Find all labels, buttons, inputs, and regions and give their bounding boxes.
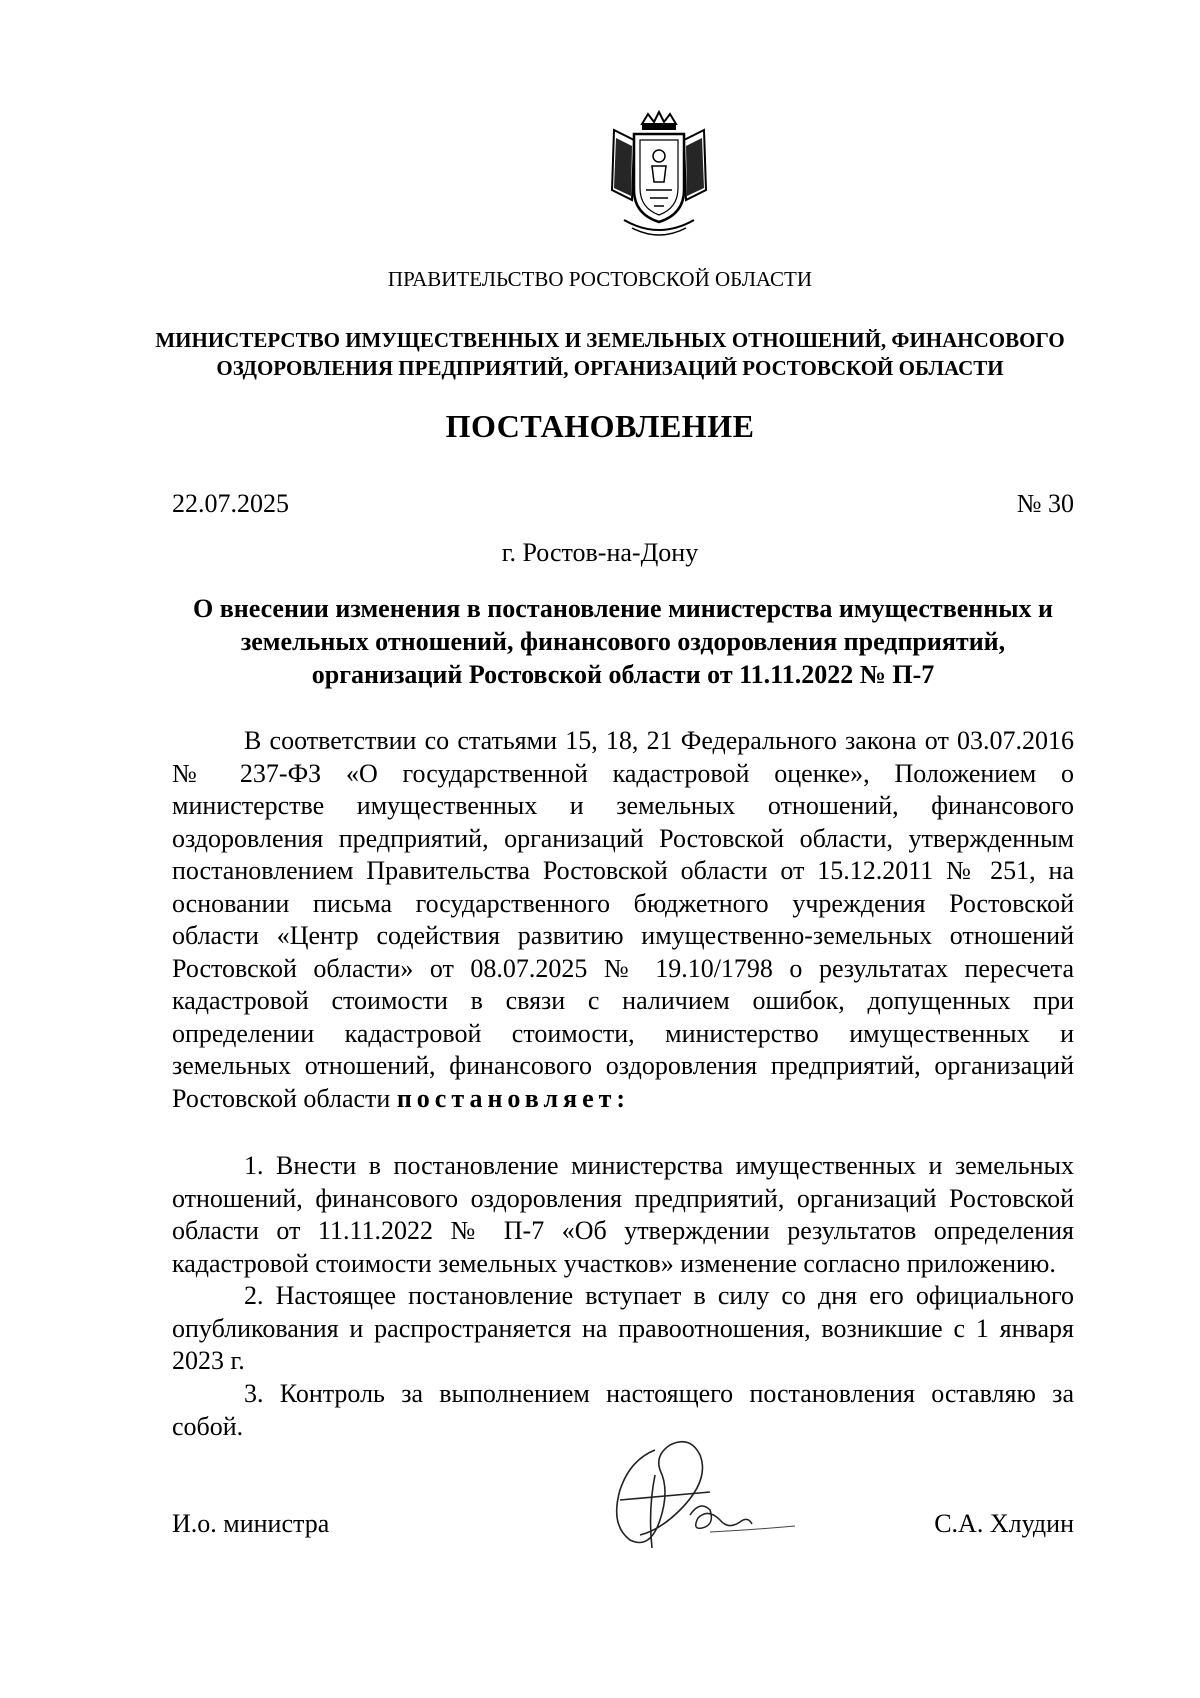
- document-subject: [172, 592, 1074, 691]
- government-name: ПРАВИТЕЛЬСТВО РОСТОВСКОЙ ОБЛАСТИ: [387, 267, 813, 291]
- document-city: г. Ростов-на-Дону: [501, 538, 699, 567]
- resolves-word: постановляет:: [396, 1083, 631, 1113]
- ministry-name-line1: МИНИСТЕРСТВО ИМУЩЕСТВЕННЫХ И ЗЕМЕЛЬНЫХ ОТНОШЕНИЙ, ФИНАНСОВОГО: [155, 328, 1065, 352]
- document-type: ПОСТАНОВЛЕНИЕ: [445, 408, 755, 444]
- preamble-paragraph: [172, 725, 1074, 1115]
- subject-line3: организаций Ростовской области от 11.11.2022 № П-7: [311, 660, 935, 689]
- subject-line2: земельных отношений, финансового оздоровления предприятий,: [240, 627, 1006, 656]
- signature-icon: [560, 1430, 800, 1565]
- item-3-paragraph: 3. Контроль за выполнением настоящего постановления оставляю за собой.: [172, 1379, 1074, 1441]
- preamble-text: В соответствии со статьями 15, 18, 21 Федерального закона от 03.07.2016 № 237-ФЗ «О государственной кадастровой оценке», Положением о министерстве имущественных и земельных отношений, финансового оздоровления предприятий, организаций Ростовской области, утвержденным постановлением Правительства Ростовской области от 15.12.2011 № 251, на основании письма государственного бюджетного учреждения Ростовской области «Центр содействия развитию имущественно-земельных отношений Ростовской области» от 08.07.2025 № 19.10/1798 о результатах пересчета кадастровой стоимости в связи с наличием ошибок, допущенных при определении кадастровой стоимости, министерство имущественных и земельных отношений, финансового оздоровления предприятий, организаций Ростовской области: [172, 726, 1074, 1113]
- ministry-name-line2: ОЗДОРОВЛЕНИЯ ПРЕДПРИЯТИЙ, ОРГАНИЗАЦИЙ РОСТОВСКОЙ ОБЛАСТИ: [216, 356, 1004, 380]
- ministry-name: [150, 326, 1070, 382]
- document-date: 22.07.2025: [172, 489, 289, 518]
- signatory-role: И.о. министра: [172, 1509, 330, 1538]
- subject-line1: О внесении изменения в постановление министерства имущественных и: [192, 594, 1054, 623]
- document-number: № 30: [1016, 489, 1074, 518]
- coat-of-arms-icon: [604, 110, 714, 242]
- item-1-paragraph: 1. Внести в постановление министерства имущественных и земельных отношений, финансового оздоровления предприятий, организаций Ростовской области от 11.11.2022 № П-7 «Об утверждении результатов определения кадастровой стоимости земельных участков» изменение согласно приложению.: [172, 1151, 1074, 1278]
- item-2-paragraph: 2. Настоящее постановление вступает в силу со дня его официального опубликования и распространяется на правоотношения, возникшие с 1 января 2023 г.: [172, 1281, 1074, 1375]
- signatory-name: С.А. Хлудин: [934, 1509, 1074, 1538]
